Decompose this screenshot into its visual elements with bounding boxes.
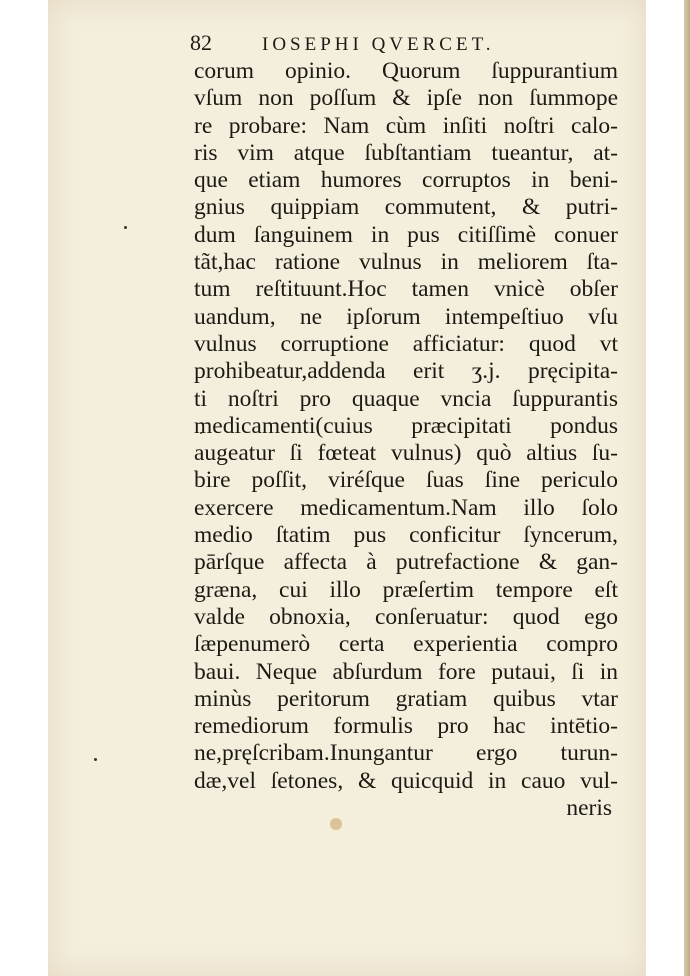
text-line: dum ſanguinem in pus citiſſimè conuer — [194, 221, 618, 248]
text-line: pārſque affecta à putrefactione & gan- — [194, 549, 618, 576]
text-line: remediorum formulis pro hac intētio- — [194, 713, 618, 740]
text-line: bire poſſit, viréſque ſuas ſine periculo — [194, 467, 618, 494]
text-line: medio ſtatim pus conficitur ſyncerum, — [194, 522, 618, 549]
running-head: IOSEPHI QVERCET. — [262, 34, 495, 55]
text-line: vſum non poſſum & ipſe non ſummope — [194, 85, 618, 112]
text-line: prohibeatur,addenda erit ʒ.j. pręcipita- — [194, 358, 618, 385]
page-edge — [684, 0, 690, 976]
text-line: baui. Neque abſurdum fore putaui, ſi in — [194, 658, 618, 685]
text-line: que etiam humores corruptos in beni- — [194, 167, 618, 194]
text-line: ti noſtri pro quaque vncia ſuppurantis — [194, 385, 618, 412]
catchword: neris — [566, 795, 612, 822]
text-line: exercere medicamentum.Nam illo ſolo — [194, 494, 618, 521]
text-line: re probare: Nam cùm inſiti noſtri calo- — [194, 112, 618, 139]
text-line: medicamenti(cuius præcipitati pondus — [194, 412, 618, 439]
text-line: ris vim atque ſubſtantiam tueantur, at- — [194, 139, 618, 166]
text-line: græna, cui illo præſertim tempore eſt — [194, 576, 618, 603]
text-line: ne,pręſcribam.Inungantur ergo turun- — [194, 740, 618, 767]
text-line: tum reſtituunt.Hoc tamen vnicè obſer — [194, 276, 618, 303]
text-line: corum opinio. Quorum ſuppurantium — [194, 58, 618, 84]
text-line: dæ,vel ſetones, & quicquid in cauo vul- — [194, 767, 618, 794]
page-number: 82 — [190, 30, 212, 55]
text-line: minùs peritorum gratiam quibus vtar — [194, 685, 618, 712]
text-line: valde obnoxia, conſeruatur: quod ego — [194, 603, 618, 630]
text-line: ſæpenumerò certa experientia compro — [194, 631, 618, 658]
text-line: uandum, ne ipſorum intempeſtiuo vſu — [194, 303, 618, 330]
text-line: tãt,hac ratione vulnus in meliorem ſta- — [194, 249, 618, 276]
body-text — [194, 58, 618, 822]
text-line: gnius quippiam commutent, & putri- — [194, 194, 618, 221]
ink-speck — [124, 226, 127, 229]
text-line: vulnus corruptione afficiatur: quod vt — [194, 330, 618, 357]
ink-speck — [94, 758, 97, 761]
text-line: augeatur ſi fœteat vulnus) quò altius ſu- — [194, 440, 618, 467]
